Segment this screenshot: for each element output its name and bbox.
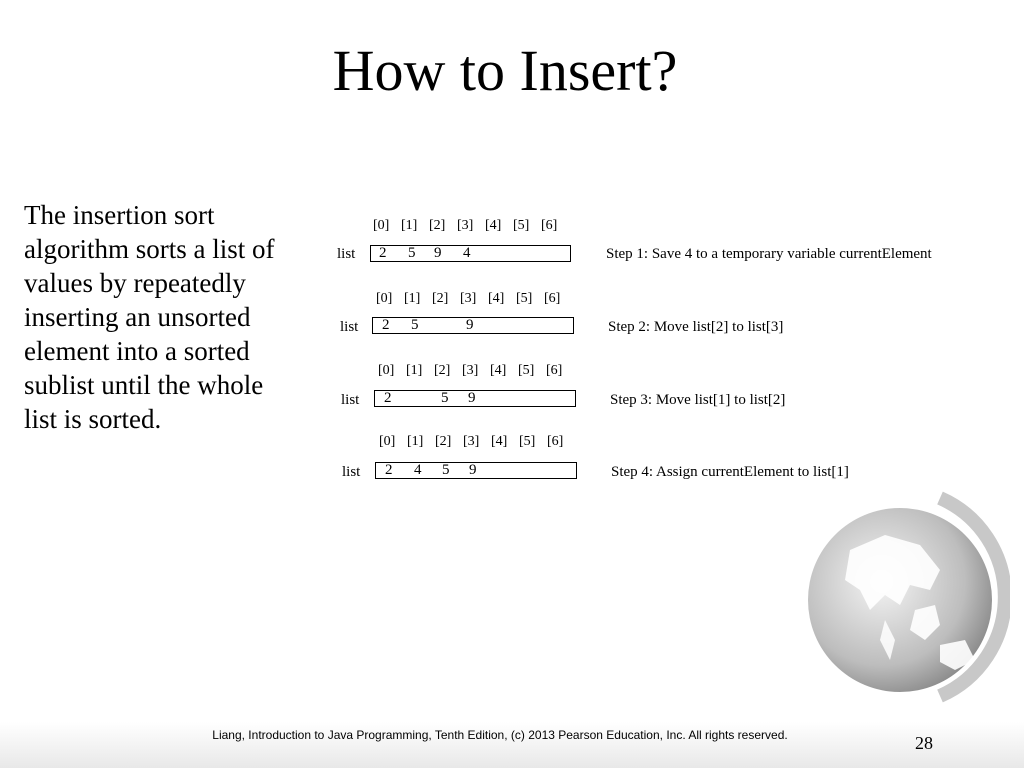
index-label: [0]	[379, 434, 396, 449]
array-cell: 9	[468, 390, 476, 406]
index-row-3	[378, 363, 574, 379]
footer-copyright: Liang, Introduction to Java Programming, Tenth Edition, (c) 2013 Pearson Education, Inc. All rights reserved.	[212, 728, 788, 742]
array-cell: 4	[463, 245, 471, 261]
array-box-4	[375, 462, 577, 479]
array-cell: 5	[442, 462, 450, 478]
array-cell: 5	[408, 245, 416, 261]
index-label: [1]	[401, 218, 418, 233]
index-label: [4]	[491, 434, 508, 449]
index-row-4	[379, 434, 575, 450]
index-label: [4]	[490, 363, 507, 378]
array-cell: 4	[414, 462, 422, 478]
array-cell: 5	[411, 317, 419, 333]
array-cell: 2	[382, 317, 390, 333]
step-4-text: Step 4: Assign currentElement to list[1]	[611, 464, 849, 480]
index-label: [6]	[541, 218, 558, 233]
list-label-1: list	[337, 246, 356, 262]
index-label: [1]	[407, 434, 424, 449]
array-cell: 2	[384, 390, 392, 406]
index-row-1	[373, 218, 569, 234]
index-label: [3]	[462, 363, 479, 378]
index-label: [2]	[429, 218, 446, 233]
index-label: [4]	[485, 218, 502, 233]
index-label: [0]	[376, 291, 393, 306]
index-label: [5]	[518, 363, 535, 378]
array-cell: 9	[466, 317, 474, 333]
slide-description: The insertion sort algorithm sorts a list of values by repeatedly inserting an unsorted element into a sorted sublist until the whole list is sorted.	[24, 200, 275, 434]
index-label: [6]	[546, 363, 563, 378]
index-label: [3]	[463, 434, 480, 449]
array-cell: 2	[379, 245, 387, 261]
index-label: [2]	[432, 291, 449, 306]
array-cell: 5	[441, 390, 449, 406]
index-label: [5]	[519, 434, 536, 449]
index-label: [3]	[460, 291, 477, 306]
list-label-3: list	[341, 392, 360, 408]
step-3-text: Step 3: Move list[1] to list[2]	[610, 392, 786, 408]
slide-title: How to Insert?	[332, 38, 678, 103]
array-cell: 2	[385, 462, 393, 478]
index-label: [6]	[544, 291, 561, 306]
index-label: [2]	[435, 434, 452, 449]
index-label: [2]	[434, 363, 451, 378]
list-label-2: list	[340, 319, 359, 335]
array-cell: 9	[434, 245, 442, 261]
list-label-4: list	[342, 464, 361, 480]
array-box-2	[372, 317, 574, 334]
index-label: [1]	[406, 363, 423, 378]
index-row-2	[376, 291, 572, 307]
globe-icon	[790, 490, 1010, 710]
index-label: [6]	[547, 434, 564, 449]
index-label: [5]	[513, 218, 530, 233]
step-2-text: Step 2: Move list[2] to list[3]	[608, 319, 784, 335]
index-label: [3]	[457, 218, 474, 233]
array-box-1	[370, 245, 571, 262]
index-label: [0]	[373, 218, 390, 233]
index-label: [4]	[488, 291, 505, 306]
array-box-3	[374, 390, 576, 407]
step-1-text: Step 1: Save 4 to a temporary variable currentElement	[606, 246, 932, 262]
index-label: [1]	[404, 291, 421, 306]
array-cell: 9	[469, 462, 477, 478]
page-number: 28	[915, 733, 933, 753]
index-label: [5]	[516, 291, 533, 306]
index-label: [0]	[378, 363, 395, 378]
